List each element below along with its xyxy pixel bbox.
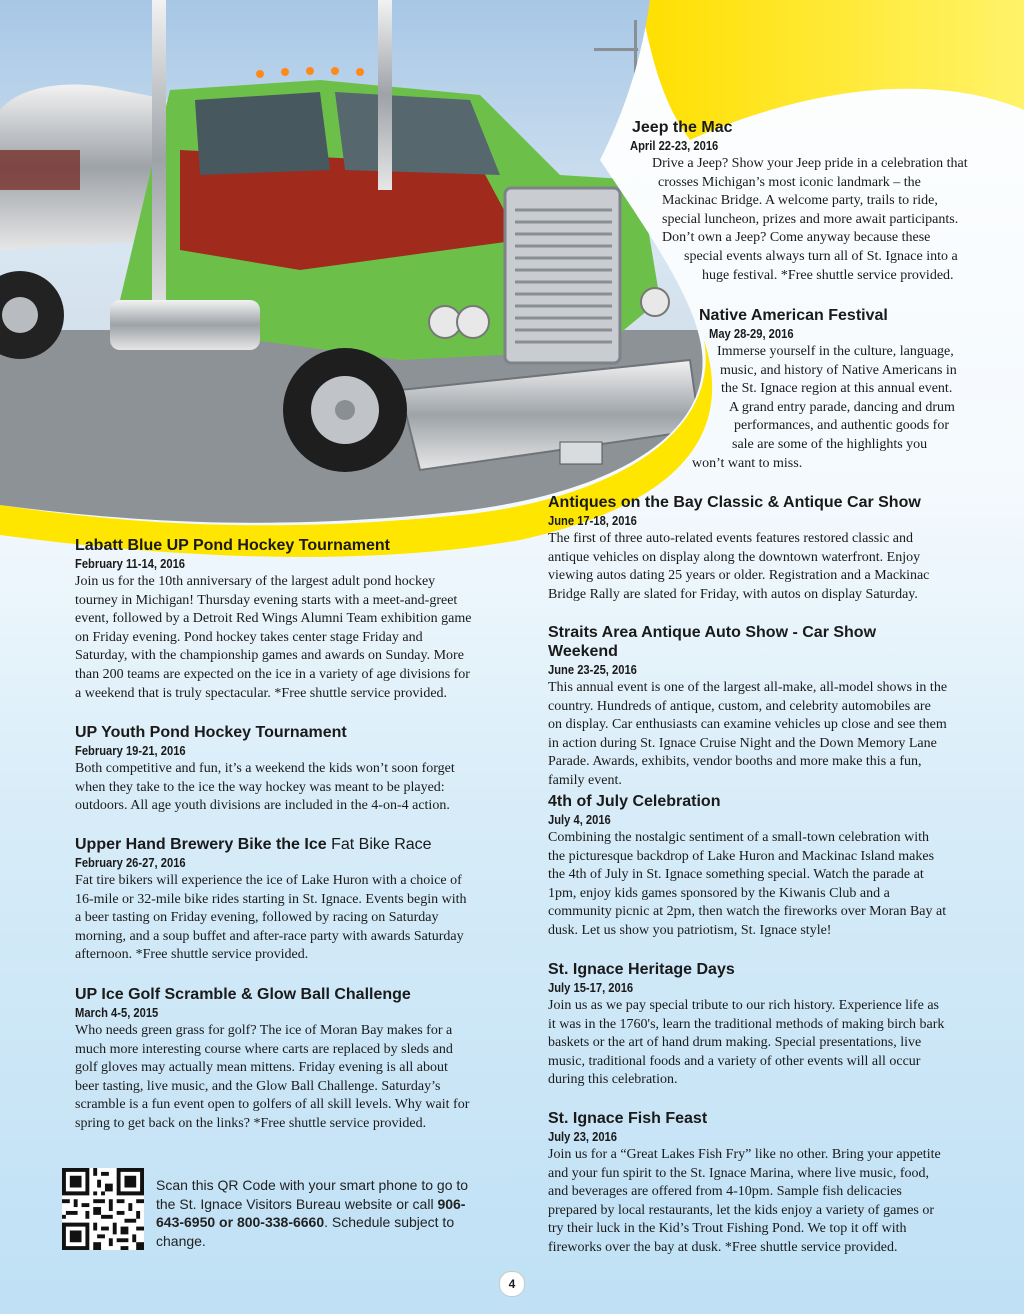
event-text-line: won’t want to miss. bbox=[692, 455, 803, 471]
event-title-main: Upper Hand Brewery Bike the Ice bbox=[75, 836, 327, 853]
event-date: February 11-14, 2016 bbox=[75, 556, 186, 571]
event-description: Who needs green grass for golf? The ice of Moran Bay makes for a much more interesting course where carts are replaced by sleds and golf gloves may actually mean mittens. Friday evening is all about beer tasting, live music, and the Glow Ball Challenge. Saturday’s scramble is a fun event open to golfers of all skill levels. Why wait for spring to get back on the links? *Free shuttle service provided. bbox=[75, 1023, 470, 1131]
event-title: St. Ignace Fish Feast bbox=[548, 1110, 708, 1127]
page-number: 4 bbox=[499, 1271, 525, 1297]
event-date: March 4-5, 2015 bbox=[75, 1005, 159, 1020]
event-heritage-days bbox=[548, 960, 948, 1090]
event-text-line: crosses Michigan’s most iconic landmark – the bbox=[658, 174, 921, 190]
event-description: Fat tire bikers will experience the ice of Lake Huron with a choice of 16-mile or 32-mile bike rides starting in St. Ignace. Events begin with a beer tasting on Friday evening, followed by racing on Saturday morning, and a soup buffet and after-race party with awards Saturday afternoon. *Free shuttle service provided. bbox=[75, 873, 467, 963]
event-title: Native American Festival bbox=[699, 307, 888, 324]
event-description: This annual event is one of the largest all-make, all-model shows in the country. Hundreds of antique, custom, and celebrity automobiles are on display. Car enthusiasts can examine vehicles up close and see them in action during St. Ignace Cruise Night and the Down Memory Lane Parade. Awards, exhibits, vendor booths and more make this a fun, family event. bbox=[548, 680, 948, 788]
event-date: June 23-25, 2016 bbox=[548, 662, 637, 677]
event-title: Straits Area Antique Auto Show - Car Show Weekend bbox=[548, 624, 877, 660]
event-ice-golf bbox=[75, 985, 475, 1134]
event-straits-antique-auto-show bbox=[548, 623, 948, 791]
event-description: Join us for a “Great Lakes Fish Fry” like no other. Bring your appetite and your fun spirit to the St. Ignace Marina, where live music, food, and beverages are offered from 4-10pm. Sample fish delicacies prepared by local restaurants, let the kids enjoy a variety of games or try their luck in the Kid’s Trout Fishing Pond. We top it off with fireworks over the bay at dusk. *Free shuttle service provided. bbox=[548, 1147, 941, 1255]
event-antiques-on-the-bay bbox=[548, 493, 948, 604]
qr-instructions bbox=[156, 1176, 476, 1250]
event-title: 4th of July Celebration bbox=[548, 793, 721, 810]
event-date: July 15-17, 2016 bbox=[548, 980, 634, 995]
event-date: February 26-27, 2016 bbox=[75, 855, 186, 870]
event-text-line: Don’t own a Jeep? Come anyway because these bbox=[662, 230, 931, 246]
event-date: June 17-18, 2016 bbox=[548, 513, 637, 528]
event-date: February 19-21, 2016 bbox=[75, 743, 186, 758]
event-jeep-the-mac bbox=[630, 118, 968, 285]
event-description: The first of three auto-related events features restored classic and antique vehicles on display along the downtown waterfront. Enjoy viewing autos dating 25 years or older. Registration and a Mackinac Bridge Rally are slated for Friday, with autos on display Saturday. bbox=[548, 531, 930, 602]
event-description: Join us for the 10th anniversary of the largest adult pond hockey tourney in Michigan! Thursday evening starts with a meet-and-greet event, followed by a Detroit Red Wings Alumni Team exhibition game on Friday evening. Pond hockey takes center stage Friday and Saturday, with the championship games and awards on Sunday. More than 200 teams are expected on the ice in a variety of age divisions for a weekend that is truly spectacular. *Free shuttle service provided. bbox=[75, 574, 472, 701]
qr-text-after: . Schedule subject to change. bbox=[156, 1214, 455, 1249]
event-text-line: sale are some of the highlights you bbox=[732, 436, 928, 452]
event-4th-of-july bbox=[548, 792, 948, 941]
event-text-line: special events always turn all of St. Ignace into a bbox=[684, 248, 958, 264]
event-title: UP Youth Pond Hockey Tournament bbox=[75, 724, 347, 741]
qr-code[interactable] bbox=[62, 1168, 144, 1250]
event-date: May 28-29, 2016 bbox=[709, 326, 794, 341]
event-text-line: Drive a Jeep? Show your Jeep pride in a celebration that bbox=[652, 156, 968, 171]
event-date: July 4, 2016 bbox=[548, 812, 611, 827]
event-description: Join us as we pay special tribute to our rich history. Experience life as it was in the 1760's, learn the traditional methods of making birch bark baskets or the art of hand drum making. Special presentations, live music, traditional foods and a variety of other events will all occur during this celebration. bbox=[548, 998, 945, 1088]
event-text-line: huge festival. *Free shuttle service provided. bbox=[702, 267, 954, 283]
event-youth-pond-hockey bbox=[75, 723, 475, 816]
event-title: UP Ice Golf Scramble & Glow Ball Challenge bbox=[75, 986, 411, 1003]
event-title: Antiques on the Bay Classic & Antique Car Show bbox=[548, 494, 921, 511]
event-text-line: Mackinac Bridge. A welcome party, trails to ride, bbox=[662, 193, 938, 209]
event-labatt-pond-hockey bbox=[75, 536, 475, 703]
event-description: Both competitive and fun, it’s a weekend the kids won’t soon forget when they take to the ice the way hockey was meant to be played: outdoors. All age youth divisions are included in the 4-on-4 action. bbox=[75, 761, 455, 814]
event-text-line: the St. Ignace region at this annual event. bbox=[721, 381, 953, 397]
event-title: St. Ignace Heritage Days bbox=[548, 961, 735, 978]
phone-numbers: 906-643-6950 or 800-338-6660 bbox=[156, 1195, 466, 1230]
event-text-line: Immerse yourself in the culture, language, bbox=[717, 344, 954, 359]
event-title: Jeep the Mac bbox=[632, 119, 733, 136]
event-title-suffix: Fat Bike Race bbox=[331, 836, 432, 853]
event-date: April 22-23, 2016 bbox=[630, 138, 719, 153]
event-text-line: special luncheon, prizes and more await participants. bbox=[662, 211, 959, 227]
event-description: Combining the nostalgic sentiment of a small-town celebration with the picturesque backdrop of Lake Huron and Mackinac Island makes the 4th of July in St. Ignace something special. Watch the parade at 1pm, enjoy kids games sponsored by the Kiwanis Club and a community picnic at 2pm, then watch the fireworks over Moran Bay at dusk. Let us show you patriotism, St. Ignace style! bbox=[548, 830, 947, 938]
event-fish-feast bbox=[548, 1109, 948, 1258]
event-title: Labatt Blue UP Pond Hockey Tournament bbox=[75, 537, 391, 554]
event-text-line: performances, and authentic goods for bbox=[734, 418, 949, 434]
event-bike-the-ice bbox=[75, 835, 475, 965]
qr-text-before: Scan this QR Code with your smart phone to go to the St. Ignace Visitors Bureau website or call bbox=[156, 1177, 469, 1212]
event-native-american-festival bbox=[692, 306, 992, 473]
event-text-line: music, and history of Native Americans in bbox=[720, 362, 957, 378]
event-date: July 23, 2016 bbox=[548, 1129, 618, 1144]
event-title bbox=[75, 835, 475, 854]
event-text-line: A grand entry parade, dancing and drum bbox=[729, 399, 955, 415]
